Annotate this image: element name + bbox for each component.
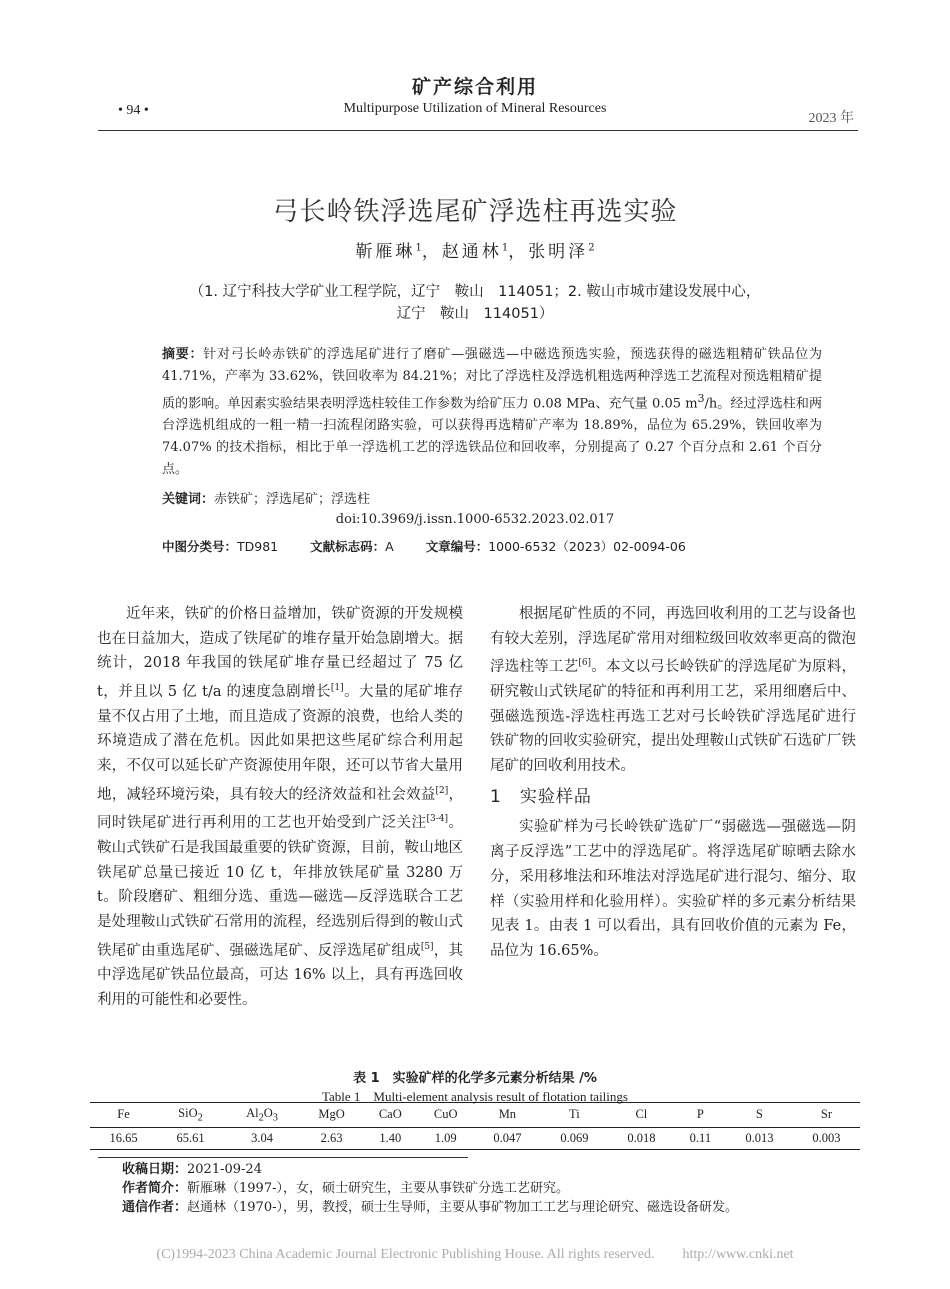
col-header: S <box>755 1107 763 1122</box>
table-cell: 0.069 <box>560 1130 589 1145</box>
author-affil-mark: 1 <box>415 242 422 254</box>
col-header: CuO <box>433 1107 458 1122</box>
footnote-rule <box>98 1157 468 1158</box>
table-cell: 1.40 <box>379 1130 402 1145</box>
table-cell: 0.11 <box>689 1130 712 1145</box>
issue-year: 2023 年 <box>808 111 854 126</box>
text-run: 近年来，铁矿的价格日益增加，铁矿资源的开发规模也在日益加大，造成了铁尾矿的堆存量开始急剧增大。据统计，2018 年我国的铁尾矿堆存量已经超过了 75 亿 t，并且以 5 亿 t/a 的速度急剧增长 <box>97 606 463 700</box>
keywords <box>162 488 822 507</box>
abstract-sup: 3 <box>697 392 705 405</box>
body-paragraph <box>490 602 856 779</box>
journal-title-cn: 矿产综合利用 <box>411 76 538 98</box>
table-header-row <box>90 1103 860 1128</box>
table-cell: 65.61 <box>176 1130 205 1145</box>
author-name: 张明泽 <box>528 242 589 262</box>
table-cell: 0.003 <box>812 1130 841 1145</box>
table-caption-en: Table 1 Multi-element analysis result of flotation tailings <box>322 1089 628 1104</box>
article-title: 弓长岭铁浮选尾矿浮选柱再选实验 <box>272 197 678 227</box>
col-header: SiO$_2$ <box>178 1106 203 1124</box>
table-cell: 0.047 <box>493 1130 522 1145</box>
footnote-author: 作者简介：靳雁琳（1997-），女，硕士研究生，主要从事铁矿分选工艺研究。 <box>122 1181 569 1196</box>
affiliation-line: （1. 辽宁科技大学矿业工程学院，辽宁 鞍山 114051；2. 鞍山市城市建设发展中心， <box>189 284 761 300</box>
article-no-value: 1000-6532（2023）02-0094-06 <box>488 539 686 554</box>
footnotes <box>122 1160 882 1217</box>
text-run: ，同时铁尾矿进行再利用的工艺也开始受到广泛关注 <box>97 786 463 832</box>
header-rule <box>98 130 858 131</box>
col-header: Sr <box>820 1107 833 1122</box>
col-header: MgO <box>318 1107 345 1122</box>
citation[interactable]: [5] <box>420 941 434 952</box>
author-list: 靳雁琳$^1$，赵通林$^1$，张明泽$^2$ <box>355 242 595 262</box>
text-run: 。大量的尾矿堆存量不仅占用了土地，而且造成了资源的浪费，也给人类的环境造成了潜在危机。因此如果把这些尾矿综合利用起来，不仅可以延长矿产资源使用年限，还可以节省大量用地，减轻环境污染，具有较大的经济效益和社会效益 <box>97 683 463 803</box>
col-header: $Al_2O_3$ <box>246 1106 278 1124</box>
table-cell: 2.63 <box>320 1130 343 1145</box>
table-cell: 0.018 <box>627 1130 656 1145</box>
text-run: 根据尾矿性质的不同，再选回收利用的工艺与设备也有较大差别，浮选尾矿常用对细粒级回收效率更高的微泡浮选柱等工艺 <box>490 606 856 676</box>
footnote-received: 收稿日期：2021-09-24 <box>122 1162 262 1177</box>
citation[interactable]: [2] <box>435 785 449 796</box>
clc-value: TD981 <box>237 539 279 554</box>
abstract <box>162 344 822 481</box>
journal-title-en: Multipurpose Utilization of Mineral Resources <box>343 101 607 116</box>
classification-line <box>162 537 686 555</box>
author-name: 赵通林 <box>441 242 502 262</box>
body-right-column <box>490 602 856 964</box>
table-cell: 16.65 <box>109 1130 138 1145</box>
footnote-corresponding: 通信作者：赵通林（1970-），男，教授，硕士生导师，主要从事矿物加工工艺与理论研究、磁选设备研发。 <box>122 1200 738 1215</box>
doc-code-value: A <box>385 539 394 554</box>
abstract-text: 针对弓长岭赤铁矿的浮选尾矿进行了磨矿—强磁选—中磁选预选实验，预选获得的磁选粗精矿铁品位为 41.71%，产率为 33.62%，铁回收率为 84.21%；对比了浮选柱及浮选机粗选两种浮选工艺流程对预选粗精矿提质的影响。单因素实验结果表明浮选柱较佳工作参数为给矿压力 0.08 MPa、充气量 0.05 m <box>162 347 822 412</box>
abstract-text-cont: /h。经过浮选柱和两台浮选机组成的一粗一精一扫流程闭路实验，可以获得再选精矿产率为 18.89%，品位为 65.29%，铁回收率为 74.07% 的技术指标，相比于单一浮选机工艺的浮选铁品位和回收率，分别提高了 0.27 个百分点和 2.61 个百分点。 <box>162 396 822 478</box>
body-left-column <box>97 602 463 1013</box>
table-cell: 3.04 <box>251 1130 273 1145</box>
col-header: P <box>696 1107 704 1122</box>
section-heading: 1 实验样品 <box>490 786 592 807</box>
abstract-label: 摘要： <box>162 347 204 362</box>
col-header: Mn <box>498 1107 517 1122</box>
citation[interactable]: [6] <box>578 658 592 669</box>
col-header: CaO <box>378 1107 402 1122</box>
affiliation-line: 辽宁 鞍山 114051） <box>396 306 554 322</box>
col-header: Fe <box>117 1107 130 1122</box>
text-run: 。本文以弓长岭铁矿的浮选尾矿为原料，研究鞍山式铁尾矿的特征和再利用工艺，采用细磨后中、强磁选预选-浮选柱再选工艺对弓长岭铁矿浮选尾矿进行铁矿物的回收实验研究，提出处理鞍山式铁矿石选矿厂铁尾矿的回收利用技术。 <box>490 659 856 775</box>
table-caption-cn: 表 1 实验矿样的化学多元素分析结果 /% <box>353 1071 597 1086</box>
author-affil-mark: 1 <box>501 242 509 254</box>
article-no-label: 文章编号： <box>425 539 489 554</box>
table-row <box>90 1127 860 1149</box>
doc-code-label: 文献标志码： <box>310 539 386 554</box>
keywords-label: 关键词： <box>162 492 215 507</box>
page-number: • 94 • <box>118 103 149 118</box>
body-paragraph: 实验矿样为弓长岭铁矿选矿厂“弱磁选—强磁选—阴离子反浮选”工艺中的浮选尾矿。将浮选尾矿晾晒去除水分，采用移堆法和环堆法对浮选尾矿进行混匀、缩分、取样（实验用样和化验用样）。实验矿样的多元素分析结果见表 1。由表 1 可以看出，具有回收价值的元素为 Fe，品位为 16.65%。 <box>490 819 856 959</box>
table-cell: 0.013 <box>745 1130 774 1145</box>
body-paragraph <box>97 602 463 1013</box>
text-run: 。鞍山式铁矿石是我国最重要的铁矿资源，目前，鞍山地区铁尾矿总量已接近 10 亿 t，年排放铁尾矿量 3280 万 t。阶段磨矿、粗细分选、重选—磁选—反浮选联合工艺是处理鞍山式铁矿石常用的流程，经选别后得到的鞍山式铁尾矿由重选尾矿、强磁选尾矿、反浮选尾矿组成 <box>97 815 464 959</box>
clc-label: 中图分类号： <box>162 539 238 554</box>
doi: doi:10.3969/j.issn.1000-6532.2023.02.017 <box>335 512 615 527</box>
table-cell: 1.09 <box>434 1130 457 1145</box>
author-name: 靳雁琳 <box>355 242 416 262</box>
col-header: Cl <box>635 1107 648 1122</box>
affiliations <box>130 281 820 325</box>
citation[interactable]: [1] <box>330 683 344 694</box>
col-header: Ti <box>569 1107 580 1122</box>
author-affil-mark: 2 <box>588 242 595 254</box>
copyright-watermark: (C)1994-2023 China Academic Journal Electronic Publishing House. All rights reserved. http://www.cnki.net <box>156 1247 794 1262</box>
keywords-text: 赤铁矿；浮选尾矿；浮选柱 <box>214 492 371 507</box>
text-run: ，其中浮选尾矿铁品位最高，可达 16% 以上，具有再选回收利用的可能性和必要性。 <box>97 942 463 1008</box>
citation[interactable]: [3-4] <box>426 814 449 825</box>
element-analysis-table <box>90 1102 860 1150</box>
